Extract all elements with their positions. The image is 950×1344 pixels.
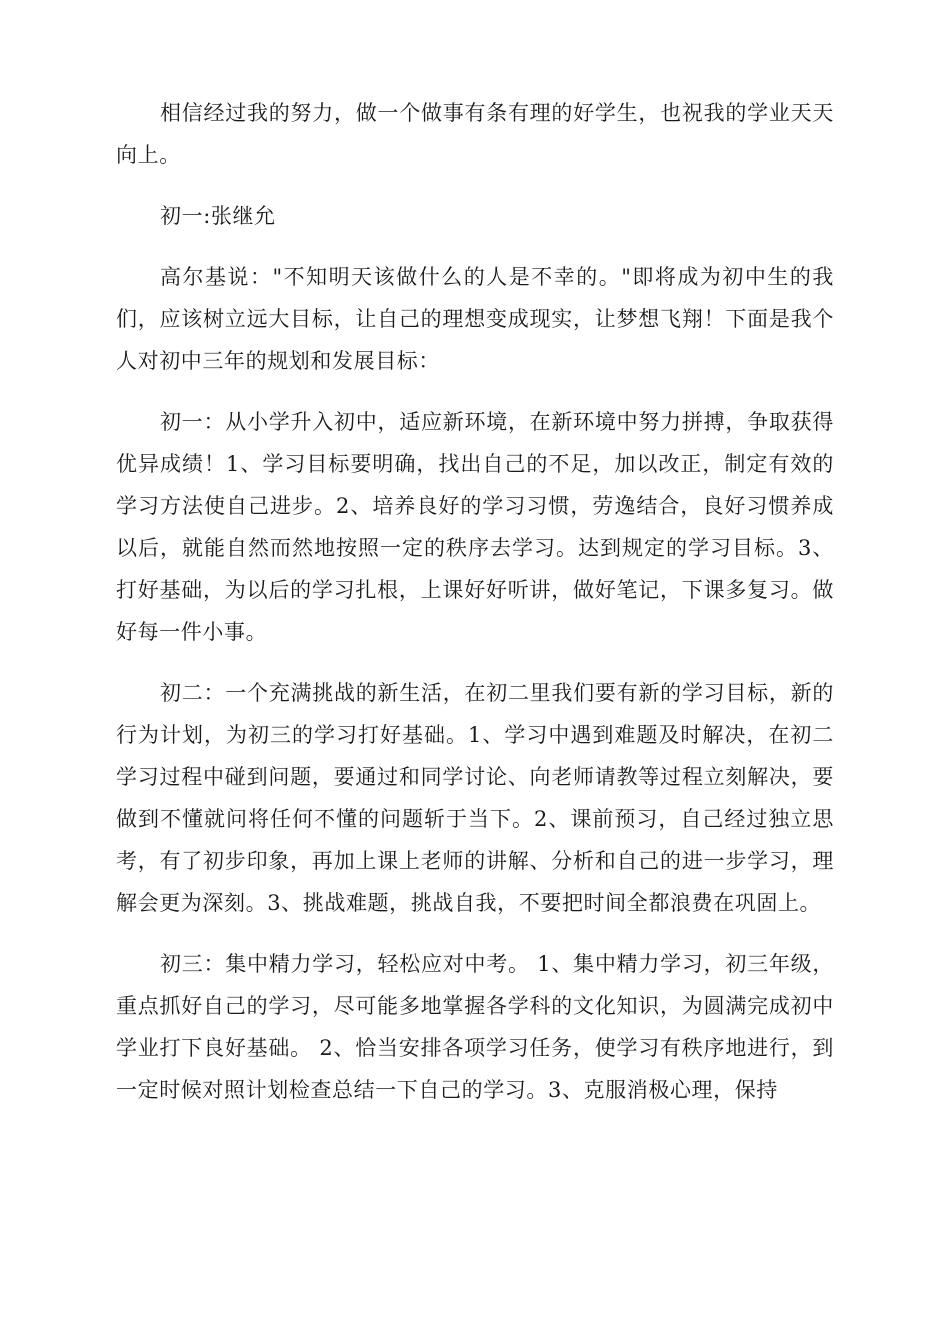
document-body — [116, 92, 834, 1111]
paragraph-introduction: 高尔基说："不知明天该做什么的人是不幸的。"即将成为初中生的我们，应该树立远大目标，让自己的理想变成现实，让梦想飞翔！下面是我个人对初中三年的规划和发展目标： — [116, 265, 834, 373]
paragraph-author-heading: 初一:张继允 — [160, 204, 276, 228]
paragraph-closing-wish: 相信经过我的努力，做一个做事有条有理的好学生，也祝我的学业天天向上。 — [116, 101, 834, 167]
paragraph-grade-three-plan: 初三：集中精力学习，轻松应对中考。 1、集中精力学习，初三年级，重点抓好自己的学习，尽可能多地掌握各学科的文化知识，为圆满完成初中学业打下良好基础。 2、恰当安排各项学习任务，使学习有秩序地进行，到一定时候对照计划检查总结一下自己的学习。3、克服消极心理，保持 — [116, 952, 834, 1102]
paragraph-grade-two-plan: 初二：一个充满挑战的新生活，在初二里我们要有新的学习目标，新的行为计划，为初三的学习打好基础。1、学习中遇到难题及时解决，在初二学习过程中碰到问题，要通过和同学讨论、向老师请教等过程立刻解决，要做到不懂就问将任何不懂的问题斩于当下。2、课前预习，自己经过独立思考，有了初步印象，再加上课上老师的讲解、分析和自己的进一步学习，理解会更为深刻。3、挑战难题，挑战自我，不要把时间全都浪费在巩固上。 — [116, 681, 834, 915]
paragraph-grade-one-plan: 初一：从小学升入初中，适应新环境，在新环境中努力拼搏，争取获得优异成绩！1、学习目标要明确，找出自己的不足，加以改正，制定有效的学习方法使自己进步。2、培养良好的学习习惯，劳逸结合，良好习惯养成以后，就能自然而然地按照一定的秩序去学习。达到规定的学习目标。3、打好基础，为以后的学习扎根，上课好好听讲，做好笔记，下课多复习。做好每一件小事。 — [116, 410, 834, 644]
